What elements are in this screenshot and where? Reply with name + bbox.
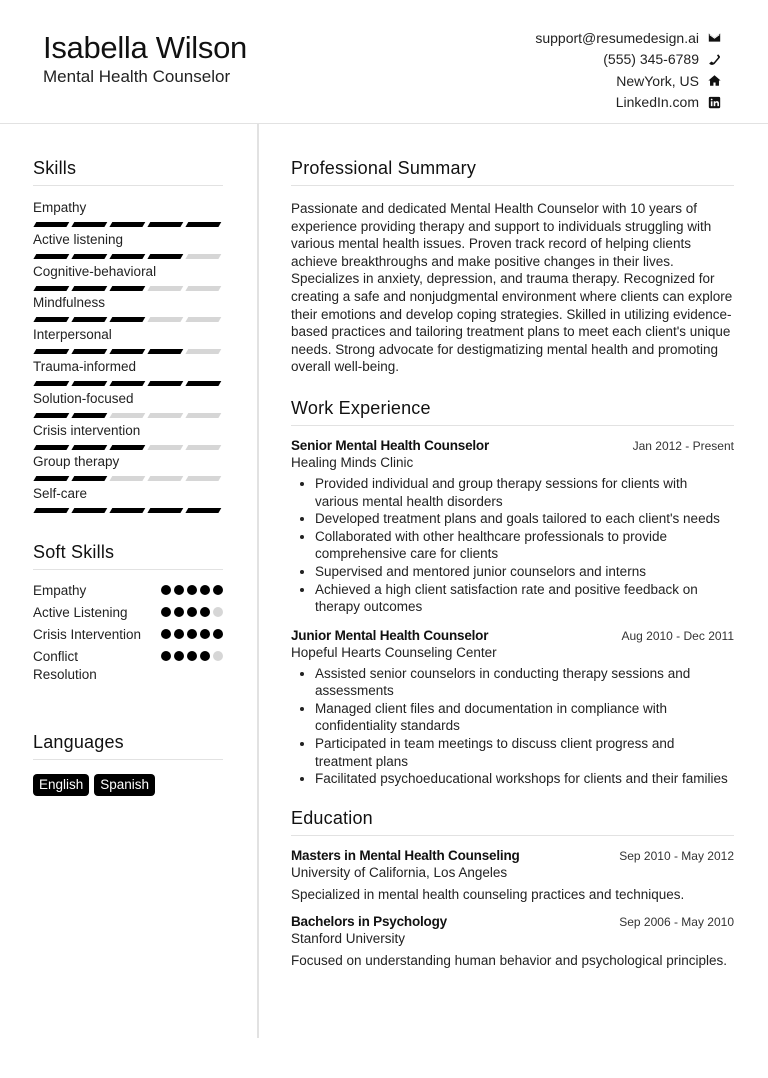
contact-linkedin-text: LinkedIn.com xyxy=(615,94,699,111)
summary-text: Passionate and dedicated Mental Health Counselor with 10 years of experience providing therapy and support to individuals struggling with various mental health issues. Proven track record of helping clients achieve breakthroughs and make positive changes in their lives. Specializes in anxiety, depression, and trauma therapy. Recognized for creating a safe and nonjudgmental environment where clients can explore their emotions and develop coping strategies. Skilled in utilizing evidence-based practices and tailoring treatment plans to meet each client's unique needs. Strong advocate for destigmatizing mental health and promoting overall well-being. xyxy=(291,201,733,375)
skill-segment-empty xyxy=(186,254,222,259)
job-company: Healing Minds Clinic xyxy=(291,454,414,470)
skill-segment-empty xyxy=(186,476,222,481)
contact-location xyxy=(535,70,721,92)
skill-segment-empty xyxy=(186,445,222,450)
education-section xyxy=(291,808,734,968)
linkedin-icon xyxy=(707,95,721,109)
language-tag: English xyxy=(33,774,89,796)
skill-name: Group therapy xyxy=(33,454,120,470)
contact-linkedin[interactable] xyxy=(535,92,721,114)
education-heading: Education xyxy=(291,808,734,836)
bullet-item: • Participated in team meetings to discuss client progress and treatment plans xyxy=(315,735,734,770)
skill-level-bar xyxy=(33,222,223,227)
envelope-icon xyxy=(707,31,721,45)
rating-dot-filled xyxy=(200,651,210,661)
resume-header xyxy=(0,0,768,124)
job-dates: Jan 2012 - Present xyxy=(632,438,734,453)
skill-item xyxy=(33,327,223,359)
contact-email-text: support@resumedesign.ai xyxy=(535,29,699,46)
skill-item xyxy=(33,423,223,455)
soft-skill-name: Empathy xyxy=(33,583,87,598)
skill-name: Empathy xyxy=(33,200,87,215)
rating-dot-filled xyxy=(213,629,223,639)
skill-segment-filled xyxy=(148,349,184,354)
skill-segment-filled xyxy=(148,254,184,259)
job-title: Senior Mental Health Counselor xyxy=(291,437,490,453)
experience-heading: Work Experience xyxy=(291,398,734,426)
languages-section xyxy=(33,732,223,796)
rating-dot-filled xyxy=(187,629,197,639)
skill-segment-filled xyxy=(148,508,184,513)
candidate-title: Mental Health Counselor xyxy=(43,67,231,86)
skill-segment-filled xyxy=(110,222,146,227)
skill-segment-filled xyxy=(110,254,146,259)
skill-level-bar xyxy=(33,413,223,418)
skill-segment-filled xyxy=(34,381,70,386)
skill-segment-filled xyxy=(34,508,70,513)
skill-segment-filled xyxy=(72,349,108,354)
education-dates: Sep 2006 - May 2010 xyxy=(619,914,734,929)
summary-section xyxy=(291,158,734,376)
languages-heading: Languages xyxy=(33,732,223,760)
skill-segment-filled xyxy=(72,445,108,450)
main-column xyxy=(291,158,734,968)
skill-segment-filled xyxy=(72,413,108,418)
rating-dot-filled xyxy=(161,585,171,595)
soft-skill-item xyxy=(33,648,223,684)
skill-segment-empty xyxy=(186,286,222,291)
soft-skill-item xyxy=(33,626,223,644)
skill-item xyxy=(33,232,223,264)
soft-skill-item xyxy=(33,604,223,622)
rating-dot-filled xyxy=(187,607,197,617)
skill-segment-empty xyxy=(148,317,184,322)
skill-level-bar xyxy=(33,349,223,354)
skill-segment-filled xyxy=(34,349,70,354)
skill-segment-filled xyxy=(72,222,108,227)
skill-item xyxy=(33,200,223,232)
education-description: Focused on understanding human behavior and psychological principles. xyxy=(291,952,728,968)
skill-segment-filled xyxy=(72,476,108,481)
skill-segment-filled xyxy=(110,349,146,354)
job-header xyxy=(291,628,734,643)
skill-segment-empty xyxy=(110,476,146,481)
skill-segment-empty xyxy=(186,413,222,418)
skill-segment-filled xyxy=(34,286,70,291)
skill-level-bar xyxy=(33,381,223,386)
job-entry xyxy=(291,628,734,788)
skill-name: Mindfulness xyxy=(33,295,106,311)
skill-segment-filled xyxy=(110,445,146,450)
contact-phone[interactable] xyxy=(535,49,721,71)
skill-name: Self-care xyxy=(33,486,88,502)
bullet-item: • Developed treatment plans and goals tailored to each client's needs xyxy=(315,510,734,528)
home-icon xyxy=(707,74,721,88)
skill-segment-empty xyxy=(148,445,184,450)
skill-segment-filled xyxy=(34,254,70,259)
rating-dot-filled xyxy=(174,607,184,617)
skills-list xyxy=(33,200,223,518)
rating-dot-filled xyxy=(213,585,223,595)
soft-skills-heading: Soft Skills xyxy=(33,542,223,570)
contact-list xyxy=(535,27,721,113)
skill-segment-empty xyxy=(186,317,222,322)
skill-segment-empty xyxy=(186,349,222,354)
skill-segment-empty xyxy=(148,476,184,481)
skill-name: Trauma-informed xyxy=(33,358,137,374)
phone-icon xyxy=(707,52,721,66)
skill-segment-filled xyxy=(186,222,222,227)
summary-heading: Professional Summary xyxy=(291,158,734,186)
skill-segment-filled xyxy=(34,222,70,227)
skill-segment-filled xyxy=(110,317,146,322)
degree-title: Masters in Mental Health Counseling xyxy=(291,847,520,863)
rating-dot-filled xyxy=(200,629,210,639)
skill-item xyxy=(33,264,223,296)
skill-segment-filled xyxy=(110,508,146,513)
rating-dot-filled xyxy=(161,607,171,617)
soft-skill-name: Conflict Resolution xyxy=(33,649,97,682)
job-bullets xyxy=(291,475,734,616)
rating-dot-filled xyxy=(174,651,184,661)
skill-item xyxy=(33,454,223,486)
skill-name: Cognitive-behavioral xyxy=(33,263,157,279)
education-entry xyxy=(291,914,734,968)
skill-segment-filled xyxy=(34,413,70,418)
job-header xyxy=(291,438,734,453)
rating-dot-filled xyxy=(161,651,171,661)
bullet-item: • Assisted senior counselors in conducting therapy sessions and assessments xyxy=(315,665,734,700)
skill-item xyxy=(33,391,223,423)
skill-segment-empty xyxy=(148,413,184,418)
contact-phone-text: (555) 345-6789 xyxy=(603,51,699,68)
column-divider xyxy=(257,124,259,1038)
skills-section xyxy=(33,158,223,518)
skill-level-bar xyxy=(33,254,223,259)
soft-skill-rating xyxy=(161,629,223,639)
skill-segment-filled xyxy=(110,381,146,386)
experience-section xyxy=(291,398,734,788)
bullet-item: • Achieved a high client satisfaction rate and positive feedback on therapy outcomes xyxy=(315,581,734,616)
skill-item xyxy=(33,359,223,391)
skills-heading: Skills xyxy=(33,158,223,186)
soft-skill-name: Active Listening xyxy=(33,605,128,620)
degree-title: Bachelors in Psychology xyxy=(291,913,447,929)
soft-skill-rating xyxy=(161,607,223,617)
rating-dot-filled xyxy=(200,585,210,595)
candidate-name: Isabella Wilson xyxy=(43,30,247,65)
rating-dot-filled xyxy=(174,585,184,595)
rating-dot-filled xyxy=(187,651,197,661)
job-entry xyxy=(291,438,734,616)
rating-dot-filled xyxy=(187,585,197,595)
skill-segment-empty xyxy=(148,286,184,291)
education-description: Specialized in mental health counseling practices and techniques. xyxy=(291,886,685,902)
languages-list xyxy=(33,774,223,796)
bullet-item: • Supervised and mentored junior counselors and interns xyxy=(315,563,734,581)
contact-email[interactable] xyxy=(535,27,721,49)
jobs-list xyxy=(291,438,734,788)
skill-level-bar xyxy=(33,445,223,450)
bullet-item: • Facilitated psychoeducational workshops for clients and their families xyxy=(315,770,734,788)
skill-segment-filled xyxy=(148,381,184,386)
skill-level-bar xyxy=(33,476,223,481)
job-bullets xyxy=(291,665,734,788)
job-company: Hopeful Hearts Counseling Center xyxy=(291,644,497,660)
education-header xyxy=(291,848,734,863)
skill-segment-filled xyxy=(72,381,108,386)
contact-location-text: NewYork, US xyxy=(616,72,699,89)
soft-skill-rating xyxy=(161,651,223,661)
bullet-item: • Provided individual and group therapy sessions for clients with various mental health disorders xyxy=(315,475,734,510)
skill-segment-filled xyxy=(72,508,108,513)
education-entry xyxy=(291,848,734,902)
skill-segment-filled xyxy=(34,476,70,481)
soft-skills-section xyxy=(33,542,223,688)
education-dates: Sep 2010 - May 2012 xyxy=(619,848,734,863)
skill-segment-filled xyxy=(110,286,146,291)
rating-dot-empty xyxy=(213,651,223,661)
skill-name: Active listening xyxy=(33,231,124,247)
school-name: Stanford University xyxy=(291,930,406,946)
skill-segment-filled xyxy=(72,317,108,322)
soft-skills-list xyxy=(33,582,223,684)
education-list xyxy=(291,848,734,968)
soft-skill-name: Crisis Intervention xyxy=(33,627,142,642)
soft-skill-rating xyxy=(161,585,223,595)
skill-item xyxy=(33,486,223,518)
bullet-item: • Collaborated with other healthcare professionals to provide comprehensive care for clients xyxy=(315,528,734,563)
skill-level-bar xyxy=(33,286,223,291)
skill-segment-filled xyxy=(186,381,222,386)
rating-dot-filled xyxy=(200,607,210,617)
rating-dot-filled xyxy=(161,629,171,639)
skill-segment-filled xyxy=(186,508,222,513)
language-tag: Spanish xyxy=(94,774,155,796)
job-dates: Aug 2010 - Dec 2011 xyxy=(621,628,734,643)
education-header xyxy=(291,914,734,929)
soft-skill-item xyxy=(33,582,223,600)
rating-dot-filled xyxy=(174,629,184,639)
skill-segment-filled xyxy=(72,254,108,259)
skill-segment-filled xyxy=(72,286,108,291)
skill-level-bar xyxy=(33,317,223,322)
skill-segment-filled xyxy=(148,222,184,227)
skill-name: Crisis intervention xyxy=(33,422,141,438)
job-title: Junior Mental Health Counselor xyxy=(291,627,489,643)
skill-segment-empty xyxy=(110,413,146,418)
skill-item xyxy=(33,295,223,327)
skill-segment-filled xyxy=(34,445,70,450)
skill-name: Solution-focused xyxy=(33,390,134,406)
skill-name: Interpersonal xyxy=(33,327,112,343)
skill-level-bar xyxy=(33,508,223,513)
skill-segment-filled xyxy=(34,317,70,322)
school-name: University of California, Los Angeles xyxy=(291,864,508,880)
bullet-item: • Managed client files and documentation in compliance with confidentiality standards xyxy=(315,700,734,735)
rating-dot-empty xyxy=(213,607,223,617)
